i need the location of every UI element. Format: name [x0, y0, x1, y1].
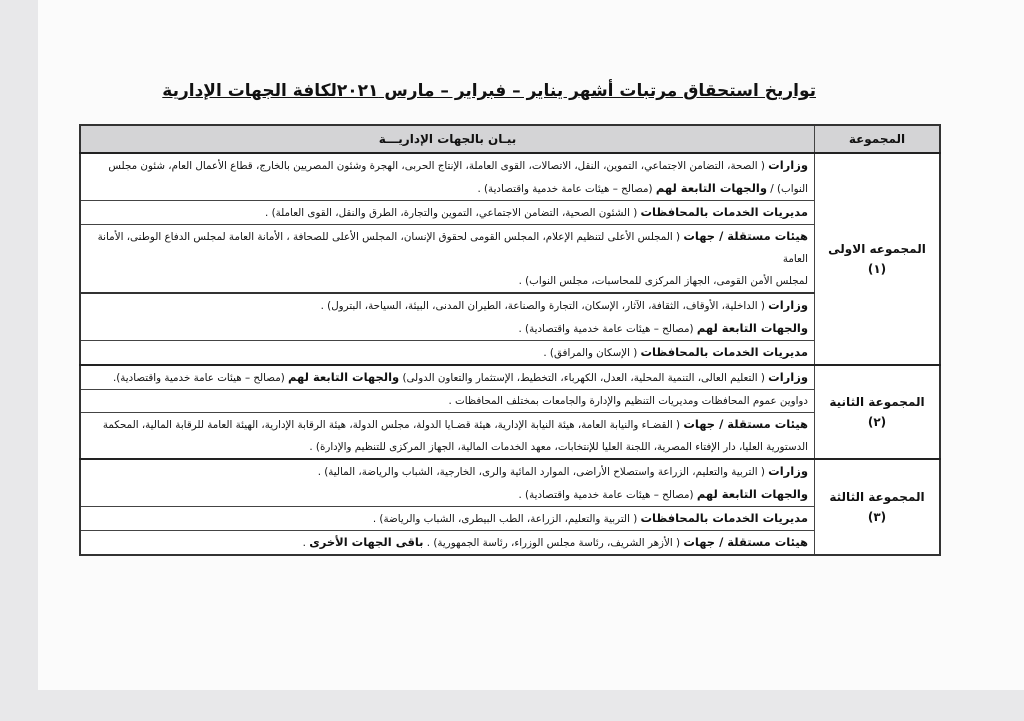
group-name: المجموعة الثالثة [829, 490, 925, 504]
entity-category: مديريات الخدمات بالمحافظات [640, 345, 808, 359]
entity-list: ( الصحة، التضامن الاجتماعي، التموين، النقل، الاتصالات، القوى العاملة، الإنتاج الحربى، الهجرة وشئون المصريين بالخارج، قطاع الأعمال العام، شئون مجلس [108, 160, 769, 172]
entity-line [87, 366, 808, 389]
entities-cell [80, 507, 815, 531]
entities-cell [80, 459, 815, 507]
table-body [80, 153, 940, 555]
entity-line [87, 270, 808, 292]
table-row [80, 201, 940, 225]
entity-category: والجهات التابعة لهم [288, 370, 400, 384]
entity-category: مديريات الخدمات بالمحافظات [640, 511, 808, 525]
entities-cell [80, 365, 815, 390]
group-cell [815, 459, 941, 555]
entity-category: والجهات التابعة لهم [696, 321, 808, 335]
entity-line [87, 483, 808, 506]
entity-list: ( الأزهر الشريف، رئاسة مجلس الوزراء، رئاسة الجمهورية) . [423, 537, 684, 549]
entity-list: ( الداخلية، الأوقاف، الثقافة، الآثار، الإسكان، التجارة والصناعة، الطيران المدنى، البيئة، السياحة، البترول) . [320, 300, 769, 312]
entity-list: النواب) / [766, 183, 808, 195]
table-row [80, 293, 940, 341]
entity-category: باقى الجهات الأخرى [309, 535, 424, 549]
entity-list: ( الإسكان والمرافق) . [543, 347, 641, 359]
group-name: المجموعة الثانية [829, 395, 925, 409]
entity-line [87, 341, 808, 364]
group-cell [815, 153, 941, 365]
entities-cell [80, 293, 815, 341]
group-number: (١) [867, 262, 887, 276]
entity-category: وزارات [768, 298, 808, 312]
entities-cell [80, 341, 815, 366]
entities-cell [80, 413, 815, 460]
table-row [80, 507, 940, 531]
table-row [80, 341, 940, 366]
entity-list: (مصالح – هيئات عامة خدمية واقتصادية) . [518, 489, 697, 501]
entity-list: ( المجلس الأعلى لتنظيم الإعلام، المجلس القومى لحقوق الإنسان، المجلس الأعلى للصحافة ، الأمانة العامة لمجلس الدفاع الوطنى، الأمانة العامة [97, 231, 808, 265]
entities-cell [80, 531, 815, 556]
group-number: (٣) [867, 510, 887, 524]
entity-list: . [302, 537, 310, 549]
table-row [80, 459, 940, 507]
entity-line [87, 507, 808, 530]
entity-list: لمجلس الأمن القومى، الجهاز المركزى للمحاسبات، مجلس النواب) . [518, 275, 808, 287]
entity-line [87, 177, 808, 200]
entity-line [87, 436, 808, 458]
entity-list: ( التعليم العالى، التنمية المحلية، العدل، الكهرباء، التخطيط، الإستثمار والتعاون الدولى) [399, 372, 769, 384]
entity-line [87, 390, 808, 412]
table-row [80, 390, 940, 413]
entity-list: ( القضـاء والنيابة العامة، هيئة النيابة الإدارية، هيئة قضـايا الدولة، مجلس الدولة، هيئة الرقابة الإدارية، الهيئة العامة للرقابة المالية، المحكمة [102, 419, 684, 431]
document-title: تواريخ استحقاق مرتبات أشهر يناير – فبراير – مارس ٢٠٢١لكافة الجهات الإدارية [162, 81, 816, 101]
table-header-row [80, 125, 940, 153]
entities-cell [80, 201, 815, 225]
entity-category: والجهات التابعة لهم [696, 487, 808, 501]
entity-category: وزارات [768, 370, 808, 384]
entities-cell [80, 390, 815, 413]
entity-category: هيئات مستقلة / جهات [683, 535, 808, 549]
entity-category: هيئات مستقلة / جهات [683, 229, 808, 243]
entity-line [87, 154, 808, 177]
entity-list: ( التربية والتعليم، الزراعة واستصلاح الأراضى، الموارد المائية والرى، الخارجية، الشباب والرياضة، المالية) . [317, 466, 769, 478]
entity-list: (مصالح – هيئات عامة خدمية واقتصادية) . [477, 183, 656, 195]
entity-list: ( التربية والتعليم، الزراعة، الطب البيطرى، الشباب والرياضة) . [372, 513, 641, 525]
entity-category: وزارات [768, 158, 808, 172]
group-cell [815, 365, 941, 459]
table-row [80, 413, 940, 460]
header-group: المجموعة [815, 125, 941, 153]
entity-category: والجهات التابعة لهم [655, 181, 767, 195]
group-name: المجموعه الاولى [828, 242, 926, 256]
entity-line [87, 413, 808, 436]
entities-cell [80, 153, 815, 201]
entity-line [87, 201, 808, 224]
group-number: (٢) [867, 415, 887, 429]
entity-line [87, 460, 808, 483]
header-details: بيـان بالجهات الإداريـــة [80, 125, 815, 153]
entity-list: ( الشئون الصحية، التضامن الاجتماعي، التموين والتجارة، الطرق والنقل، القوى العاملة) . [265, 207, 641, 219]
table-row [80, 365, 940, 390]
table-row [80, 153, 940, 201]
schedule-table [79, 124, 941, 556]
entity-line [87, 531, 808, 554]
entity-line [87, 317, 808, 340]
entities-cell [80, 225, 815, 294]
entity-list: (مصالح – هيئات عامة خدمية واقتصادية) . [518, 323, 697, 335]
table-row [80, 225, 940, 294]
entity-category: هيئات مستقلة / جهات [683, 417, 808, 431]
entity-line [87, 294, 808, 317]
entity-line [87, 225, 808, 270]
entity-list: الدستورية العليا، دار الإفتاء المصرية، اللجنة العليا للإنتخابات، معهد الخدمات المالية، الجهاز المركزى للتنظيم والإدارة) . [309, 441, 808, 453]
entity-category: وزارات [768, 464, 808, 478]
table-row [80, 531, 940, 556]
entity-list: (مصالح – هيئات عامة خدمية واقتصادية). [112, 372, 289, 384]
entity-list: دواوين عموم المحافظات ومديريات التنظيم والإدارة والجامعات بمختلف المحافظات . [448, 395, 808, 407]
entity-category: مديريات الخدمات بالمحافظات [640, 205, 808, 219]
